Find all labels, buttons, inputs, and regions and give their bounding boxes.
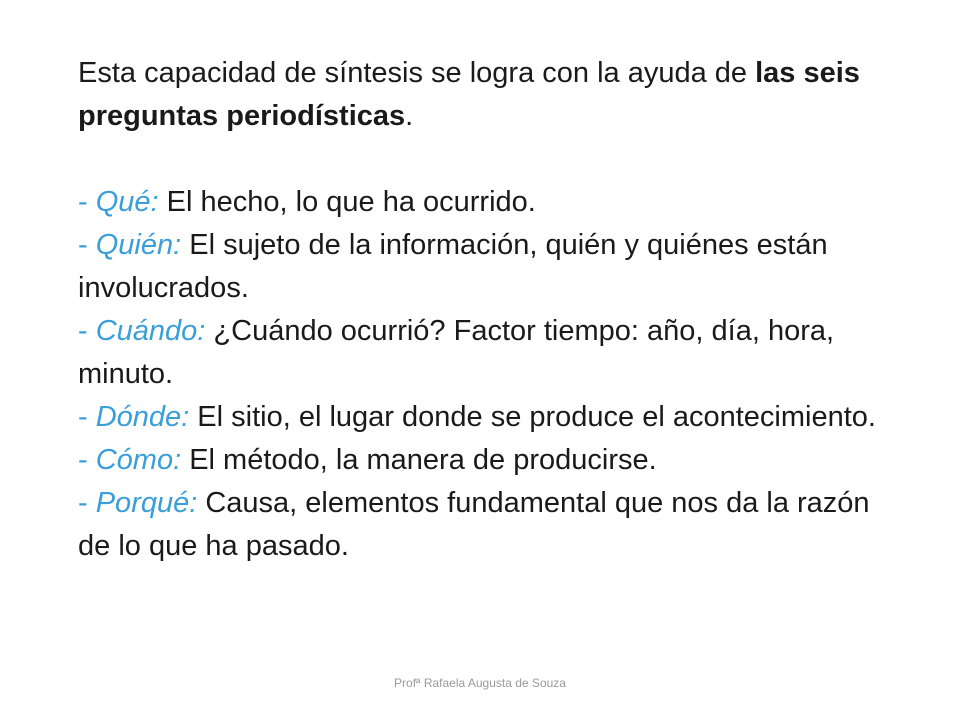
question-text: El método, la manera de producirse. [181, 444, 657, 476]
question-text: Causa, elementos fundamental que nos da la razón de lo que ha pasado. [78, 487, 870, 562]
question-label: Cómo: [95, 444, 182, 476]
question-text: ¿Cuándo ocurrió? Factor tiempo: año, día, hora, minuto. [78, 315, 835, 390]
question-label: Porqué: [95, 487, 198, 519]
bullet-dash: - [78, 229, 96, 261]
question-item-como [78, 439, 908, 482]
question-item-porque [78, 482, 908, 568]
intro-text: Esta capacidad de síntesis se logra con la ayuda de [78, 57, 756, 89]
intro-paragraph [78, 52, 908, 138]
question-text: El sitio, el lugar donde se produce el acontecimiento. [189, 401, 876, 433]
question-text: El sujeto de la información, quién y quiénes están involucrados. [78, 229, 828, 304]
bullet-dash: - [78, 444, 96, 476]
question-text: El hecho, lo que ha ocurrido. [158, 186, 536, 218]
question-label: Quién: [95, 229, 182, 261]
bullet-dash: - [78, 401, 96, 433]
slide-body [78, 52, 908, 568]
question-item-cuando [78, 310, 908, 396]
intro-period: . [405, 100, 414, 132]
question-label: Dónde: [95, 401, 190, 433]
intro-bold-text: las seis preguntas periodísticas [78, 57, 860, 132]
question-item-que [78, 181, 908, 224]
footer-author: Profª Rafaela Augusta de Souza [394, 676, 566, 690]
bullet-dash: - [78, 186, 96, 218]
question-item-donde [78, 396, 908, 439]
bullet-dash: - [78, 315, 96, 347]
question-label: Cuándo: [95, 315, 206, 347]
bullet-dash: - [78, 487, 96, 519]
question-label: Qué: [95, 186, 159, 218]
question-item-quien [78, 224, 908, 310]
